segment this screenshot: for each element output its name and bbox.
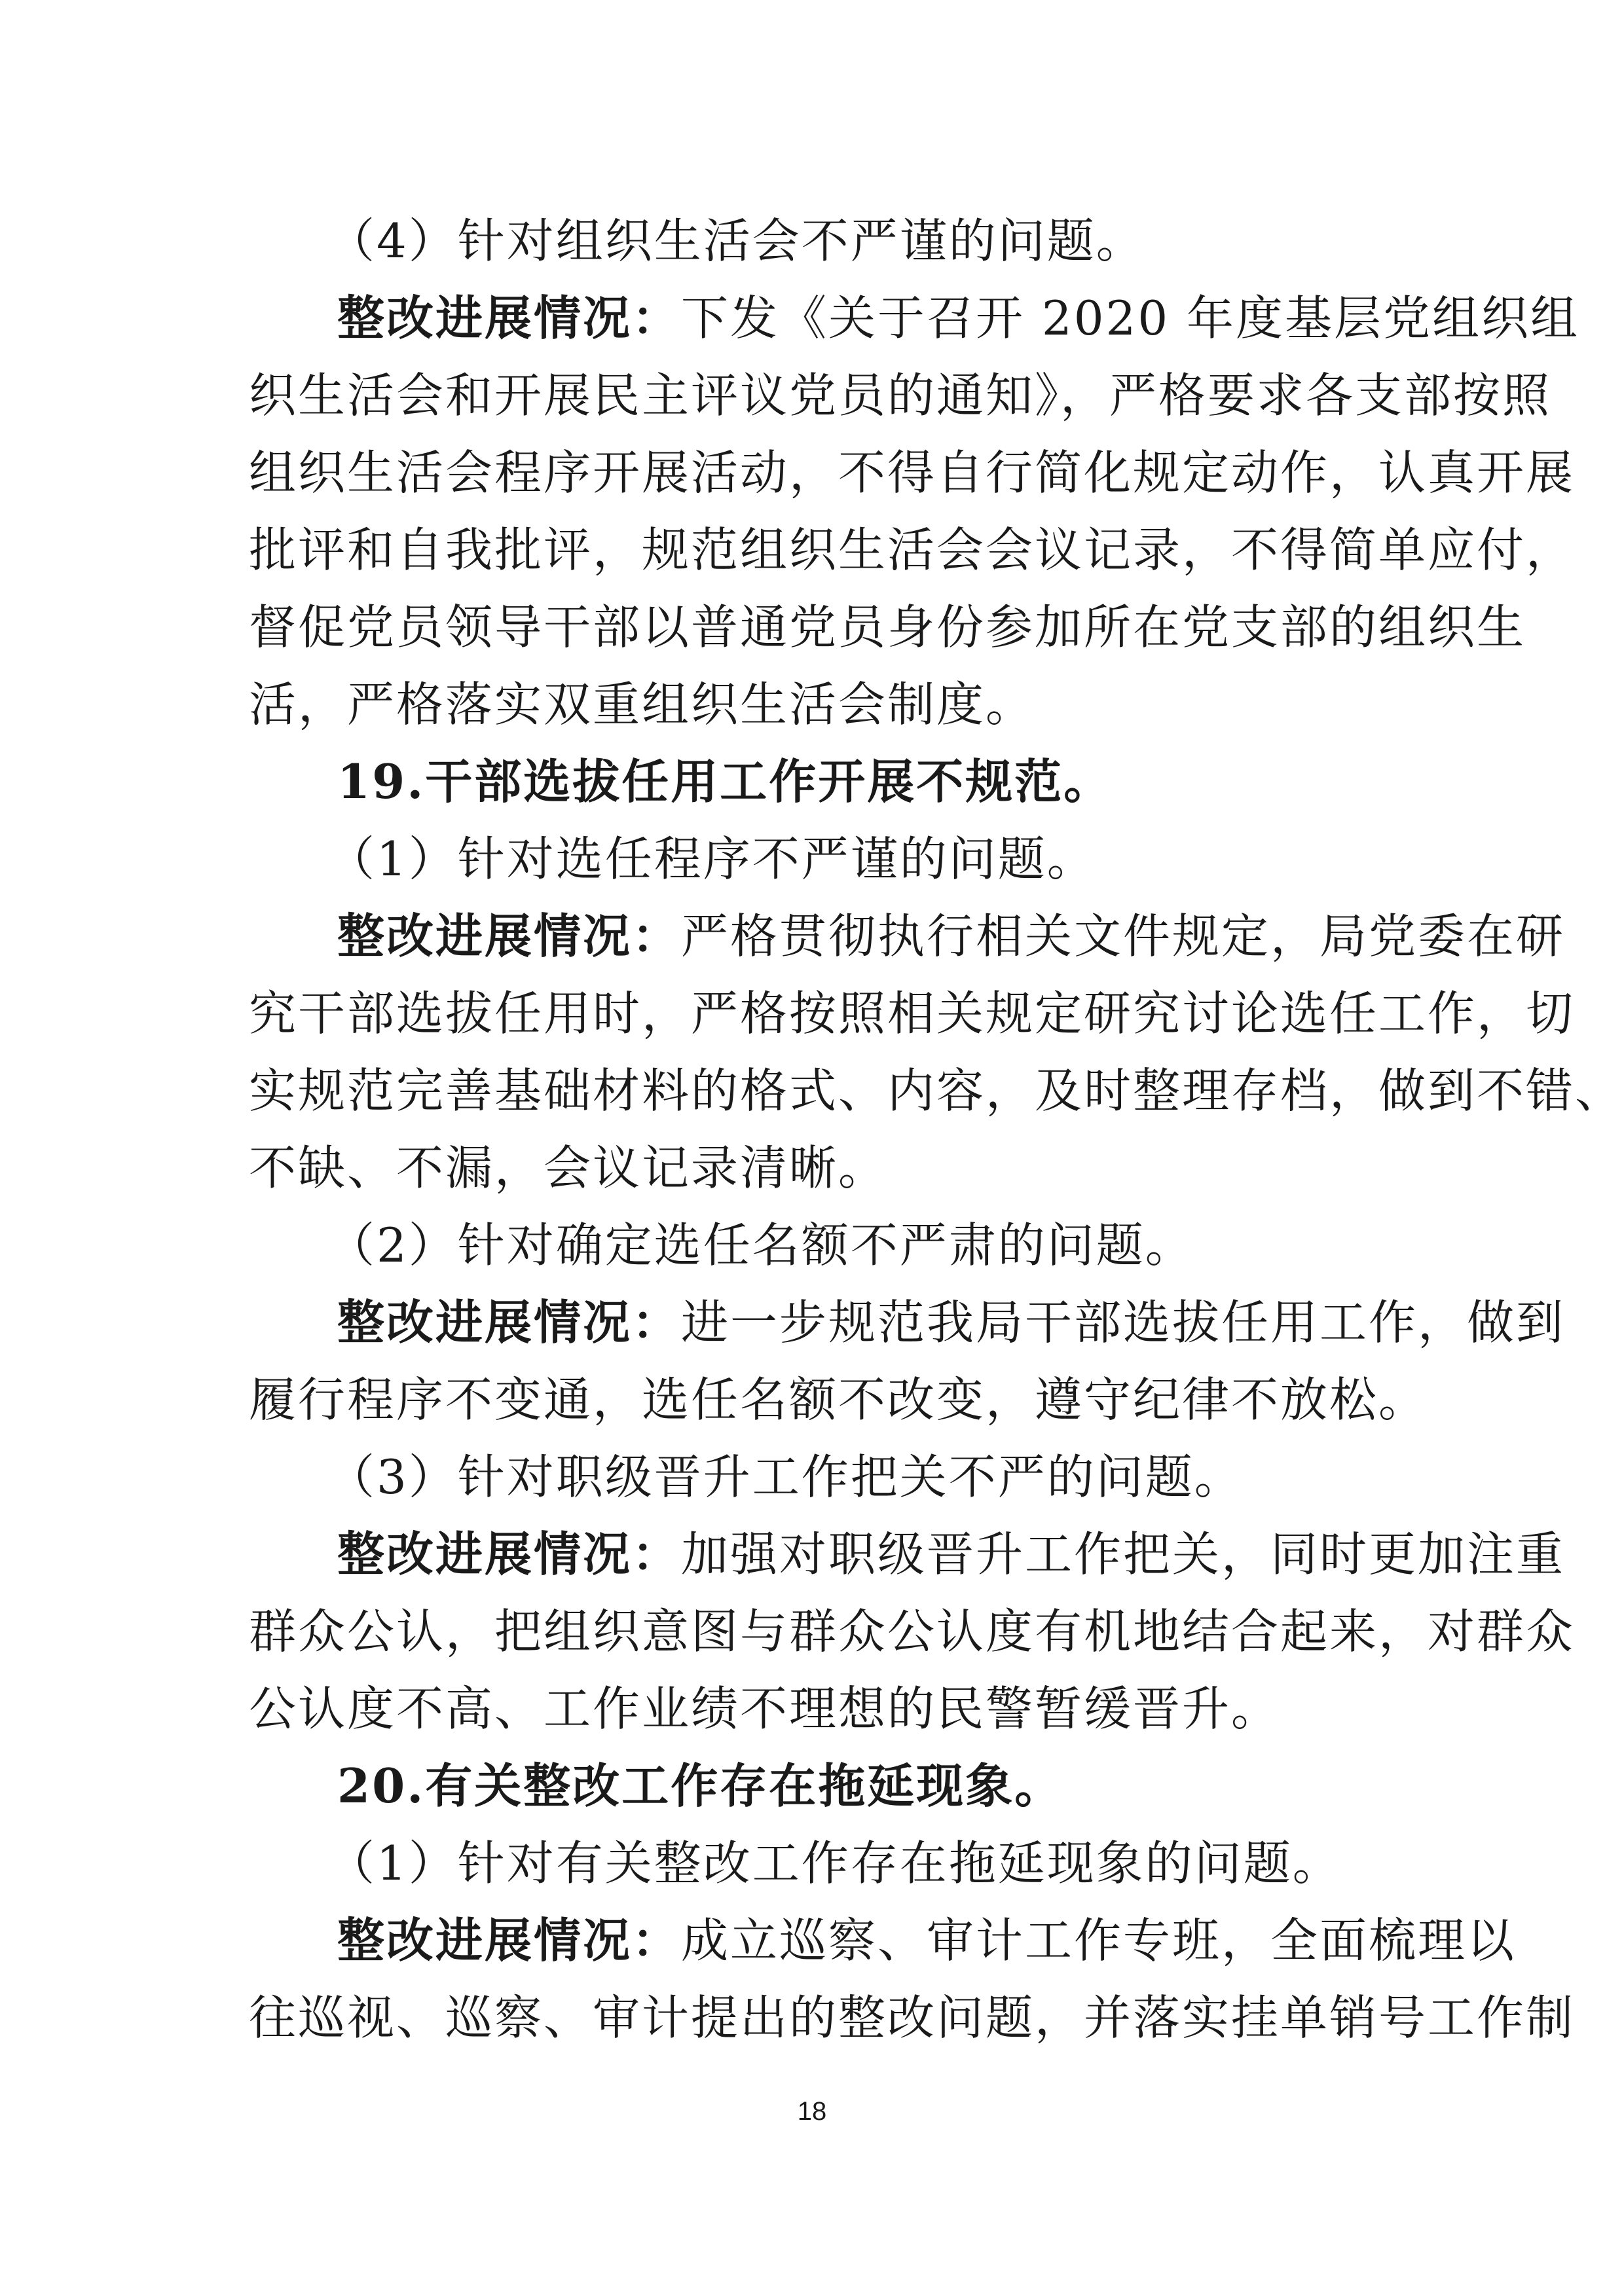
page-number: 18 bbox=[797, 2097, 827, 2126]
paragraph-line: 实规范完善基础材料的格式、内容，及时整理存档，做到不错、 bbox=[249, 1063, 1624, 1118]
progress-label: 整改进展情况： bbox=[337, 290, 682, 346]
item-heading: （3）针对职级晋升工作把关不严的问题。 bbox=[327, 1449, 1244, 1504]
paragraph-line: 督促党员领导干部以普通党员身份参加所在党支部的组织生 bbox=[249, 600, 1526, 655]
progress-paragraph-line bbox=[337, 1290, 1566, 1355]
progress-paragraph-line bbox=[337, 1908, 1517, 1973]
paragraph-line: 不缺、不漏，会议记录清晰。 bbox=[249, 1140, 888, 1195]
paragraph-line: 批评和自我批评，规范组织生活会会议记录，不得简单应付， bbox=[249, 522, 1576, 577]
progress-paragraph-line bbox=[337, 903, 1566, 969]
paragraph-line: 组织生活会程序开展活动，不得自行简化规定动作，认真开展 bbox=[249, 445, 1576, 500]
progress-paragraph-line bbox=[337, 285, 1580, 351]
progress-label: 整改进展情况： bbox=[337, 1526, 682, 1582]
progress-text: 严格贯彻执行相关文件规定，局党委在研 bbox=[681, 909, 1566, 964]
progress-text: 成立巡察、审计工作专班，全面梳理以 bbox=[681, 1913, 1517, 1968]
progress-text: 进一步规范我局干部选拔任用工作，做到 bbox=[681, 1295, 1566, 1350]
paragraph-line: 群众公认，把组织意图与群众公认度有机地结合起来，对群众 bbox=[249, 1604, 1576, 1659]
paragraph-line: 往巡视、巡察、审计提出的整改问题，并落实挂单销号工作制 bbox=[249, 1990, 1576, 2045]
progress-label: 整改进展情况： bbox=[337, 1912, 682, 1968]
progress-text: 加强对职级晋升工作把关，同时更加注重 bbox=[681, 1527, 1566, 1582]
section-heading: 19.干部选拔任用工作开展不规范。 bbox=[337, 754, 1113, 809]
progress-paragraph-line bbox=[337, 1522, 1566, 1587]
paragraph-line: 织生活会和开展民主评议党员的通知》，严格要求各支部按照 bbox=[249, 368, 1552, 423]
item-heading: （2）针对确定选任名额不严肃的问题。 bbox=[327, 1218, 1194, 1273]
paragraph-line: 活，严格落实双重组织生活会制度。 bbox=[249, 677, 1035, 732]
progress-label: 整改进展情况： bbox=[337, 1294, 682, 1350]
paragraph-line: 履行程序不变通，选任名额不改变，遵守纪律不放松。 bbox=[249, 1372, 1428, 1427]
item-heading: （4）针对组织生活会不严谨的问题。 bbox=[327, 213, 1145, 268]
item-heading: （1）针对有关整改工作存在拖延现象的问题。 bbox=[327, 1836, 1342, 1891]
paragraph-line: 究干部选拔任用时，严格按照相关规定研究讨论选任工作，切 bbox=[249, 986, 1576, 1041]
progress-label: 整改进展情况： bbox=[337, 908, 682, 964]
section-heading: 20.有关整改工作存在拖延现象。 bbox=[337, 1758, 1064, 1813]
paragraph-line: 公认度不高、工作业绩不理想的民警暂缓晋升。 bbox=[249, 1681, 1281, 1736]
item-heading: （1）针对选任程序不严谨的问题。 bbox=[327, 831, 1096, 886]
progress-text: 下发《关于召开 2020 年度基层党组织组 bbox=[681, 291, 1580, 346]
